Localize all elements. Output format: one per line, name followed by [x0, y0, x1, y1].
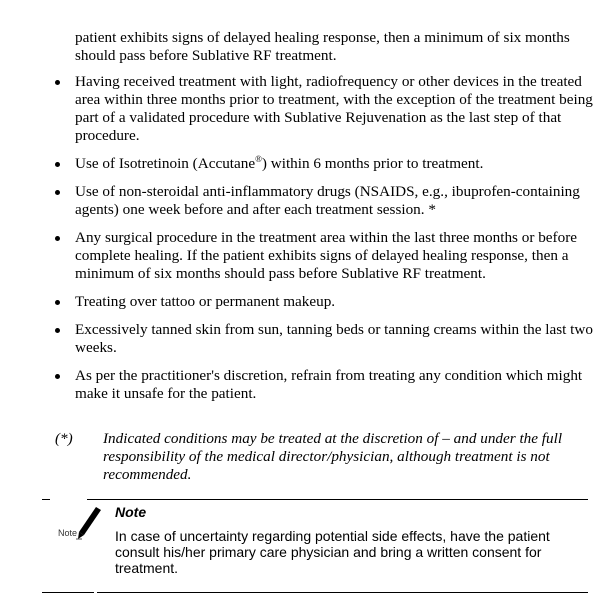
continuation-paragraph: patient exhibits signs of delayed healing response, then a minimum of six months should pass before Sublative RF treatment.	[75, 29, 570, 64]
divider	[42, 499, 50, 500]
bullet-icon	[55, 374, 60, 379]
divider	[97, 592, 588, 593]
list-item-text: Excessively tanned skin from sun, tanning beds or tanning creams within the last two weeks.	[75, 321, 593, 356]
list-item-text: Treating over tattoo or permanent makeup.	[75, 293, 336, 310]
list-item	[55, 293, 595, 311]
bullet-icon	[55, 80, 60, 85]
list-item	[55, 183, 595, 219]
note-title: Note	[115, 504, 147, 520]
list-item	[55, 73, 595, 145]
pen-icon	[74, 505, 104, 541]
footnote-text: Indicated conditions may be treated at the discretion of – and under the full responsibility of the medical director/physician, although treatment is not recommended.	[103, 430, 563, 483]
note-box	[42, 499, 588, 593]
list-item	[55, 229, 595, 283]
bullet-icon	[55, 236, 60, 241]
note-icon-label: Note	[58, 528, 78, 538]
bullet-icon	[55, 162, 60, 167]
divider	[87, 499, 588, 500]
list-item	[55, 321, 595, 357]
list-item-text: Any surgical procedure in the treatment area within the last three months or before complete healing. If the patient exhibits signs of delayed healing response, then a minimum of six months should pass before Sublative RF treatment.	[75, 229, 577, 282]
list-item	[55, 155, 595, 173]
divider	[42, 592, 94, 593]
list-item-text: Having received treatment with light, radiofrequency or other devices in the treated area within three months prior to treatment, with the exception of the treatment being part of a validated procedure with Sublative Rejuvenation as the last step of that procedure.	[75, 73, 593, 144]
registered-mark: ®	[255, 153, 262, 164]
contraindication-list	[55, 73, 595, 413]
list-item-text: Use of non-steroidal anti-inflammatory drugs (NSAIDS, e.g., ibuprofen-containing agents) one week before and after each treatment session. *	[75, 183, 580, 218]
bullet-icon	[55, 328, 60, 333]
list-item-text: Use of Isotretinoin (Accutane	[75, 155, 256, 172]
note-body: In case of uncertainty regarding potential side effects, have the patient consult his/her primary care physician and bring a written consent for treatment.	[115, 528, 550, 576]
bullet-icon	[55, 190, 60, 195]
list-item-text: As per the practitioner's discretion, refrain from treating any condition which might make it unsafe for the patient.	[75, 367, 583, 402]
list-item	[55, 367, 595, 403]
list-item-text: ) within 6 months prior to treatment.	[261, 155, 484, 172]
bullet-icon	[55, 300, 60, 305]
footnote-marker: (*)	[55, 430, 73, 447]
